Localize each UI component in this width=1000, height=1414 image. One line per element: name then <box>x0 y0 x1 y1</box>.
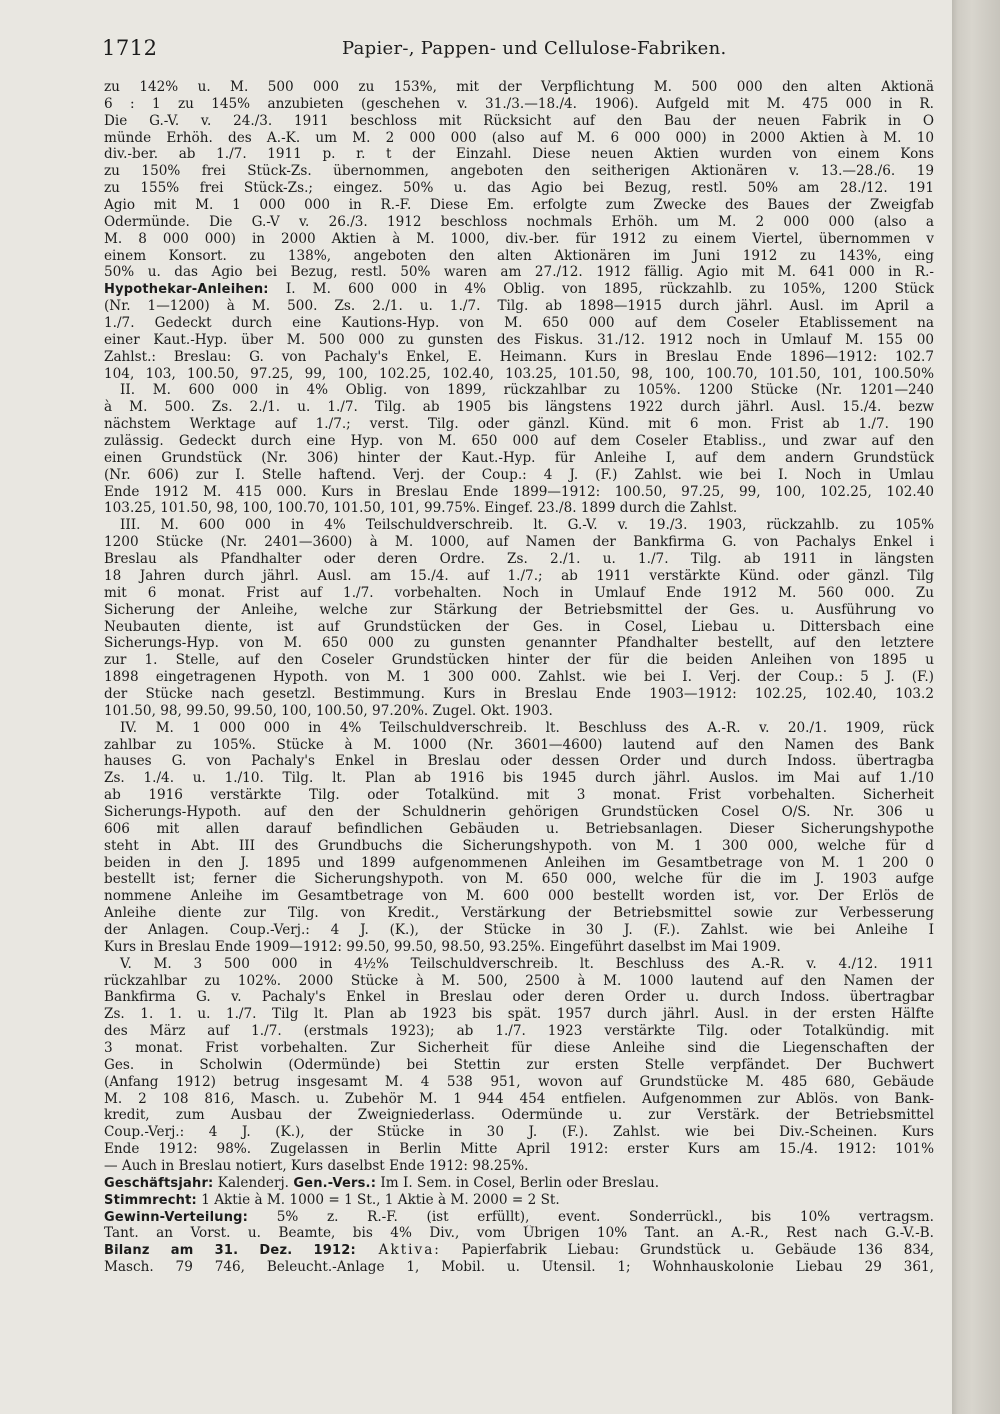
text-line <box>104 1107 934 1124</box>
text-line <box>104 500 934 517</box>
section-label: Stimmrecht: <box>104 1192 197 1208</box>
text-line <box>104 113 934 130</box>
text-line <box>104 652 934 669</box>
line-text: (Nr. 606) zur I. Stelle haftend. Verj. der Coup.: 4 J. (F.) Zahlst. wie bei I. Noch in Umlau <box>104 466 934 483</box>
line-text: I. M. 600 000 in 4% Oblig. von 1895, rückzahlb. zu 105%, 1200 Stück <box>268 281 934 298</box>
text-line <box>104 770 934 787</box>
line-text: 5% z. R.-F. (ist erfüllt), event. Sonderrückl., bis 10% vertragsm. <box>248 1208 934 1225</box>
line-text: einen Grundstück (Nr. 306) hinter der Kaut.-Hyp. für Anleihe I, auf dem andern Grundstück <box>104 449 934 466</box>
text-line <box>104 635 934 652</box>
line-text: II. M. 600 000 in 4% Oblig. von 1899, rückzahlbar zu 105%. 1200 Stücke (Nr. 1201—240 <box>120 382 934 399</box>
text-line <box>104 888 934 905</box>
line-text: zu 142% u. M. 500 000 zu 153%, mit der Verpflichtung M. 500 000 den alten Aktionä <box>104 79 934 95</box>
line-text: bestellt ist; ferner die Sicherungshypoth. von M. 650 000, welche für die im J. 1903 aufge <box>104 871 934 888</box>
text-line <box>104 989 934 1006</box>
line-text: zur 1. Stelle, auf den Coseler Grundstücken hinter der für die beiden Anleihen von 1895 u <box>104 652 934 669</box>
line-text: der Anlagen. Coup.-Verj.: 4 J. (K.), der Stücke in 30 J. (F.). Zahlst. wie bei Anleihe I <box>104 921 934 938</box>
text-line <box>104 534 934 551</box>
text-line <box>104 1023 934 1040</box>
text-line <box>104 1242 934 1259</box>
line-text: 1898 eingetragenen Hypoth. von M. 1 300 000. Zahlst. wie bei I. Verj. der Coup.: 5 J. (F.) <box>104 669 934 686</box>
text-line <box>104 332 934 349</box>
text-line <box>104 703 934 720</box>
text-line <box>104 922 934 939</box>
text-line <box>104 382 934 399</box>
text-line <box>104 315 934 332</box>
section-label: Geschäftsjahr: <box>104 1175 214 1191</box>
text-line <box>104 1259 934 1276</box>
line-text: Sicherung der Anleihe, welche zur Stärkung der Betriebsmittel der Ges. u. Ausführung vo <box>104 601 934 618</box>
text-line <box>104 298 934 315</box>
line-text: Bankfirma G. v. Pachaly's Enkel in Breslau oder deren Order u. durch Indoss. übertragbar <box>104 989 934 1006</box>
line-text: (Anfang 1912) betrug insgesamt M. 4 538 951, wovon auf Grundstücke M. 485 680, Gebäude <box>104 1073 934 1090</box>
line-text: div.-ber. ab 1./7. 1911 p. r. t der Einzahl. Diese neuen Aktien wurden von einem Kons <box>104 146 934 163</box>
text-line <box>104 450 934 467</box>
line-text: Masch. 79 746, Beleucht.-Anlage 1, Mobil. u. Utensil. 1; Wohnhauskolonie Liebau 29 361, <box>104 1259 934 1276</box>
section-label: Gen.-Vers.: <box>293 1175 377 1191</box>
line-text: Coup.-Verj.: 4 J. (K.), der Stücke in 30 J. (F.). Zahlst. wie bei Div.-Scheinen. Kurs <box>104 1124 934 1141</box>
line-text: 606 mit allen darauf befindlichen Gebäuden u. Betriebsanlagen. Dieser Sicherungshypothe <box>104 820 934 837</box>
line-text: Kurs in Breslau Ende 1909—1912: 99.50, 99.50, 98.50, 93.25%. Eingeführt daselbst im Mai 1909. <box>104 938 781 955</box>
text-line <box>104 1192 934 1209</box>
line-text: beiden in den J. 1895 und 1899 aufgenommenen Anleihen im Gesamtbetrage von M. 1 200 0 <box>104 854 934 871</box>
line-text: Odermünde. Die G.-V v. 26./3. 1912 beschloss nochmals Erhöh. um M. 2 000 000 (also a <box>104 213 934 230</box>
text-line <box>104 855 934 872</box>
spaced-label: Aktiva: <box>355 1242 441 1259</box>
text-line <box>104 1057 934 1074</box>
text-line <box>104 568 934 585</box>
line-text: kredit, zum Ausbau der Zweigniederlass. Odermünde u. zur Verstärk. der Betriebsmittel <box>104 1107 934 1124</box>
text-line <box>104 281 934 298</box>
line-text: IV. M. 1 000 000 in 4% Teilschuldverschreib. lt. Beschluss des A.-R. v. 20./1. 1909, rück <box>120 719 934 736</box>
text-line <box>104 973 934 990</box>
text-line <box>104 1040 934 1057</box>
line-text: Tant. an Vorst. u. Beamte, bis 4% Div., vom Übrigen 10% Tant. an A.-R., Rest nach G.-V.-B. <box>104 1225 934 1242</box>
line-text: (Nr. 1—1200) à M. 500. Zs. 2./1. u. 1./7. Tilg. ab 1898—1915 durch jährl. Ausl. im April a <box>104 298 934 315</box>
text-line <box>104 484 934 501</box>
line-text: Breslau als Pfandhalter oder deren Ordre. Zs. 2./1. u. 1./7. Tilg. ab 1911 in längsten <box>104 551 934 568</box>
text-line <box>104 669 934 686</box>
text-line <box>104 1158 934 1175</box>
text-line <box>104 1209 934 1226</box>
line-text: 1./7. Gedeckt durch eine Kautions-Hyp. von M. 650 000 auf dem Coseler Etablissement na <box>104 315 934 332</box>
line-text: Anleihe diente zur Tilg. von Kredit., Verstärkung der Betriebsmittel sowie zur Verbesserung <box>104 905 934 922</box>
line-text: Ende 1912: 98%. Zugelassen in Berlin Mitte April 1912: erster Kurs am 15./4. 1912: 101% <box>104 1141 934 1158</box>
line-text: des März auf 1./7. (erstmals 1923); ab 1./7. 1923 verstärkte Tilg. oder Totalkündig. mit <box>104 1023 934 1040</box>
text-line <box>104 905 934 922</box>
body-text <box>104 79 934 1276</box>
text-line <box>104 804 934 821</box>
line-text: Im I. Sem. in Cosel, Berlin oder Breslau. <box>376 1174 660 1191</box>
text-line <box>104 1141 934 1158</box>
line-text: zu 150% frei Stück-Zs. übernommen, angeboten den seitherigen Aktionären v. 13.—28./6. 19 <box>104 163 934 180</box>
line-text: nommene Anleihe im Gesamtbetrage von M. 600 000 bestellt worden ist, vor. Der Erlös de <box>104 888 934 905</box>
line-text: zahlbar zu 105%. Stücke à M. 1000 (Nr. 3601—4600) lautend auf den Namen des Bank <box>104 736 934 753</box>
section-label: Hypothekar-Anleihen: <box>104 282 269 298</box>
line-text: hauses G. von Pachaly's Enkel in Breslau oder dessen Order und durch Indoss. übertragba <box>104 753 934 770</box>
line-text: — Auch in Breslau notiert, Kurs daselbst Ende 1912: 98.25%. <box>104 1158 529 1174</box>
text-line <box>104 163 934 180</box>
line-text: mit 6 monat. Frist auf 1./7. vorbehalten. Noch in Umlauf Ende 1912 M. 560 000. Zu <box>104 584 934 601</box>
line-text: rückzahlbar zu 102%. 2000 Stücke à M. 500, 2500 à M. 1000 lautend auf den Namen der <box>104 972 934 989</box>
text-line <box>104 399 934 416</box>
line-text: Zs. 1./4. u. 1./10. Tilg. lt. Plan ab 1916 bis 1945 durch jährl. Auslos. im Mai auf 1./10 <box>104 770 934 787</box>
text-line <box>104 939 934 956</box>
text-line <box>104 1124 934 1141</box>
text-line <box>104 737 934 754</box>
line-text: M. 2 108 816, Masch. u. Zubehör M. 1 944 454 entfielen. Aufgenommen zur Ablös. von Bank- <box>104 1090 934 1107</box>
line-text: zu 155% frei Stück-Zs.; eingez. 50% u. das Agio bei Bezug, restl. 50% am 28./12. 191 <box>104 180 934 197</box>
text-line <box>104 619 934 636</box>
line-text: zulässig. Gedeckt durch eine Hyp. von M. 650 000 auf dem Coseler Etabliss., und zwar auf den <box>104 433 934 450</box>
text-line <box>104 433 934 450</box>
text-line <box>104 551 934 568</box>
text-line <box>104 130 934 147</box>
text-line <box>104 821 934 838</box>
line-text: einem Konsort. zu 138%, angeboten den alten Aktionären im Juni 1912 zu 143%, eing <box>104 247 934 264</box>
section-label: Gewinn-Verteilung: <box>104 1209 249 1225</box>
text-line <box>104 871 934 888</box>
line-text: münde Erhöh. des A.-K. um M. 2 000 000 (also auf M. 6 000 000) in 2000 Aktien à M. 10 <box>104 129 934 146</box>
text-line <box>104 787 934 804</box>
line-text: der Stücke nach gesetzl. Bestimmung. Kurs in Breslau Ende 1903—1912: 102.25, 102.40, 103.2 <box>104 685 934 702</box>
line-text: 50% u. das Agio bei Bezug, restl. 50% waren am 27./12. 1912 fällig. Agio mit M. 641 000 in R.- <box>104 264 934 281</box>
text-line <box>104 720 934 737</box>
line-text: einer Kaut.-Hyp. über M. 500 000 zu gunsten des Fiskus. 31./12. 1912 noch in Umlauf M. 155 00 <box>104 331 934 348</box>
line-text: Die G.-V. v. 24./3. 1911 beschloss mit Rücksicht auf den Bau der neuen Fabrik in O <box>104 112 934 129</box>
text-line <box>104 585 934 602</box>
text-line <box>104 1225 934 1242</box>
line-text: Papierfabrik Liebau: Grundstück u. Gebäude 136 834, <box>440 1242 934 1259</box>
text-line <box>104 264 934 281</box>
text-line <box>104 349 934 366</box>
line-text: Neubauten diente, ist auf Grundstücken der Ges. in Cosel, Liebau u. Dittersbach eine <box>104 618 934 635</box>
page-header <box>102 36 922 60</box>
line-text: 1 Aktie à M. 1000 = 1 St., 1 Aktie à M. 2000 = 2 St. <box>196 1191 560 1208</box>
running-title: Papier-, Pappen- und Cellulose-Fabriken. <box>342 38 727 59</box>
text-line <box>104 1006 934 1023</box>
line-text: Ges. in Scholwin (Odermünde) bei Stettin zur ersten Stelle verpfändet. Der Buchwert <box>104 1056 934 1073</box>
line-text: Kalenderj. <box>213 1174 294 1191</box>
text-line <box>104 686 934 703</box>
text-line <box>104 248 934 265</box>
line-text: 103.25, 101.50, 98, 100, 100.70, 101.50, 101, 99.75%. Eingef. 23./8. 1899 durch die Zahlst. <box>104 500 738 517</box>
text-line <box>104 1175 934 1192</box>
line-text: Agio mit M. 1 000 000 in R.-F. Diese Em. erfolgte zum Zwecke des Baues der Zweigfab <box>104 197 934 214</box>
text-line <box>104 180 934 197</box>
line-text: 3 monat. Frist vorbehalten. Zur Sicherheit für diese Anleihe sind die Liegenschaften der <box>104 1039 934 1056</box>
line-text: 1200 Stücke (Nr. 2401—3600) à M. 1000, auf Namen der Bankfirma G. von Pachalys Enkel i <box>104 534 934 551</box>
text-line <box>104 366 934 383</box>
line-text: III. M. 600 000 in 4% Teilschuldverschreib. lt. G.-V. v. 19./3. 1903, rückzahlb. zu 105% <box>120 517 934 534</box>
line-text: 18 Jahren durch jährl. Ausl. am 15./4. auf 1./7.; ab 1911 verstärkte Künd. oder gänzl. Tilg <box>104 567 934 584</box>
line-text: 101.50, 98, 99.50, 99.50, 100, 100.50, 97.20%. Zugel. Okt. 1903. <box>104 702 553 719</box>
line-text: V. M. 3 500 000 in 4½% Teilschuldverschreib. lt. Beschluss des A.-R. v. 4./12. 1911 <box>120 955 934 972</box>
text-line <box>104 79 934 96</box>
text-line <box>104 1091 934 1108</box>
page-number: 1712 <box>102 36 158 60</box>
text-line <box>104 96 934 113</box>
text-line <box>104 231 934 248</box>
text-line <box>104 517 934 534</box>
text-line <box>104 1074 934 1091</box>
text-line <box>104 602 934 619</box>
section-label: Bilanz am 31. Dez. 1912: <box>104 1243 356 1259</box>
line-text: M. 8 000 000) in 2000 Aktien à M. 1000, div.-ber. für 1912 zu einem Viertel, übernommen v <box>104 230 934 247</box>
line-text: 104, 103, 100.50, 97.25, 99, 100, 102.25, 102.40, 103.25, 101.50, 98, 100, 100.70, 101.50, 101, 100.50% <box>104 365 934 382</box>
text-line <box>104 214 934 231</box>
text-line <box>104 416 934 433</box>
line-text: 6 : 1 zu 145% anzubieten (geschehen v. 31./3.—18./4. 1906). Aufgeld mit M. 475 000 in R. <box>104 95 934 112</box>
line-text: steht in Abt. III des Grundbuchs die Sicherungshypoth. von M. 1 300 000, welche für d <box>104 837 934 854</box>
line-text: Sicherungs-Hypoth. auf den der Schuldnerin gehörigen Grundstücken Cosel O/S. Nr. 306 u <box>104 803 934 820</box>
line-text: Sicherungs-Hyp. von M. 650 000 zu gunsten genannter Pfandhalter bestellt, auf den letztere <box>104 635 934 652</box>
text-line <box>104 838 934 855</box>
line-text: Ende 1912 M. 415 000. Kurs in Breslau Ende 1899—1912: 100.50, 97.25, 99, 100, 102.25, 102.40 <box>104 483 934 500</box>
text-line <box>104 146 934 163</box>
text-line <box>104 467 934 484</box>
line-text: Zahlst.: Breslau: G. von Pachaly's Enkel, E. Heimann. Kurs in Breslau Ende 1896—1912: 102.7 <box>104 348 934 365</box>
line-text: nächstem Werktage auf 1./7.; verst. Tilg. oder gänzl. Künd. mit 6 mon. Frist ab 1./7. 190 <box>104 416 934 433</box>
text-line <box>104 956 934 973</box>
line-text: à M. 500. Zs. 2./1. u. 1./7. Tilg. ab 1905 bis längstens 1922 durch jährl. Ausl. 15./4. bezw <box>104 399 934 416</box>
text-line <box>104 753 934 770</box>
text-line <box>104 197 934 214</box>
line-text: Zs. 1. 1. u. 1./7. Tilg lt. Plan ab 1923 bis spät. 1957 durch jährl. Ausl. in der ersten Hälfte <box>104 1006 934 1023</box>
line-text: ab 1916 verstärkte Tilg. oder Totalkünd. mit 3 monat. Frist vorbehalten. Sicherheit <box>104 787 934 804</box>
adjacent-page-edge <box>952 0 1000 1414</box>
